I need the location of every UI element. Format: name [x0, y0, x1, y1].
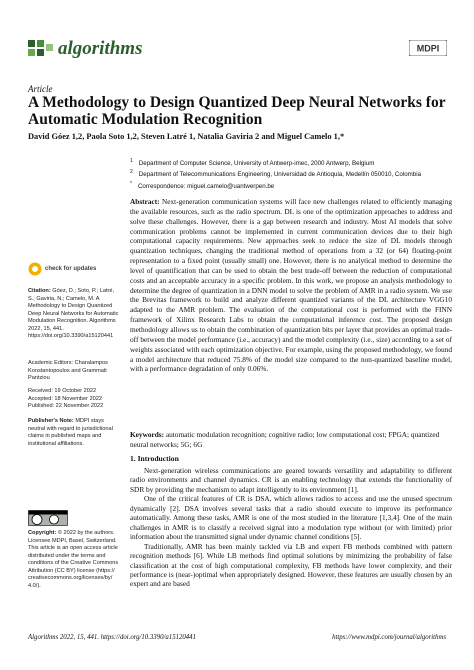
article-type: Article: [28, 84, 53, 94]
abstract: [130, 197, 452, 374]
page-title: A Methodology to Design Quantized Deep Neural Networks for Automatic Modulation Recognition: [28, 94, 446, 128]
citation: Citation: Góez, D.; Soto, P.; Latré, S.; Gaviria, N.; Camelo, M. A Methodology to Design Quantized Deep Neural Networks for Automatic Modulation Recognition. Algorithms 2022, 15, 441. https://doi.org/10.3390/a15120441: [28, 288, 119, 339]
keywords: [130, 430, 452, 450]
affiliation-1: $^1$ Department of Computer Science, University of Antwerp-imec, 2000 Antwerp, Belgium: [130, 158, 375, 168]
correspondence: * Correspondence: miguel.camelo@uantwerpen.be: [130, 180, 275, 190]
mdpi-logo: [409, 40, 447, 56]
authors-text: David Góez 1,2, Paola Soto 1,2, Steven Latré 1, Natalia Gaviria 2 and Miguel Camelo 1,*: [28, 132, 345, 141]
abstract-text: Next-generation communication systems will face new challenges related to efficiently managing the available resources, such as the radio spectrum. DL is one of the optimization approaches to address and solve these challenges. However, there is a gap between research and industry. Most AI models that solve communication problems cannot be implemented in current communication devices due to their high computational capacity requirements. New approaches seek to reduce the size of DL models through quantization techniques, changing the traditional method of operations from a 32 (or 64) floating-point representation to a fixed point (usually small) one. However, there is no analytical method to determine the level of quantification that can be used to obtain the best trade-off between the reduction of computational costs and an acceptable accuracy in a specific problem. In this work, we propose an analysis methodology to determine the degree of quantization in a DNN model to solve the problem of AMR in a radio system. We use the Brevitas framework to build and analyze different quantized variants of the DL architecture VGG10 adapted to the AMR problem. The evaluation of the computational cost is performed with the FINN framework of Xilinx Research Labs to obtain the computational inference cost. The proposed design methodology allows us to obtain the combination of quantization bits per layer that provides an optimal trade-off between the model performance (i.e., accuracy) and the model complexity (i.e., size) according to a set of weights associated with each optimization objective. For example, using the proposed methodology, we found a model architecture that reduced 75.8% of the model size compared to the non-quantized baseline model, with a performance degradation of only 0.06%.: [130, 197, 453, 374]
check-updates-label: check for updates: [45, 266, 97, 272]
journal-logo-icon: [28, 38, 54, 58]
affiliations: [130, 157, 450, 191]
section-title: 1. Introduction: [130, 454, 179, 463]
footer: [28, 634, 446, 641]
affiliation-2: $^2$ Department of Telecommunications Engineering, Universidad de Antioquia, Medellín 050010, Colombia: [130, 169, 422, 179]
keywords-label: Keywords:: [130, 430, 165, 439]
journal-name: algorithms: [58, 38, 143, 59]
academic-editors: Academic Editors: Charalampos Konstantopoulos and Grammati Pantziou: [28, 360, 108, 381]
footer-journal-link[interactable]: https://www.mdpi.com/journal/algorithms: [332, 634, 446, 641]
footer-citation[interactable]: Algorithms 2022, 15, 441. https://doi.org/10.3390/a15120441: [28, 634, 196, 641]
update-icon: [28, 262, 42, 276]
copyright: Copyright: © 2022 by the authors. Licensee MDPI, Basel, Switzerland. This article is an open access article distributed under the terms and conditions of the Creative Commons Attribution (CC BY) license (https:// creativecommons.org/licenses/by/ 4.0/).: [28, 530, 119, 589]
body-text: [130, 466, 452, 589]
paragraph: Traditionally, AMR has been mainly tackled via LB and expert FB methods combined with pattern recognition methods [6]. While LB methods find optimal solutions by minimizing the probability of false classification at the cost of high computational complexity, FB methods have lower complexity, and their performance is (near-)optimal when appropriately designed. However, these features are usually chosen by an expert and are based: [130, 541, 452, 589]
svg-text:MDPI: MDPI: [416, 43, 440, 54]
publisher-note: Publisher's Note: MDPI stays neutral with regard to jurisdictional claims in published maps and institutional affiliations.: [28, 418, 113, 447]
cc-by-license-icon: [28, 510, 68, 526]
paragraph: One of the critical features of CR is DSA, which allows radios to access and use the unused spectrum dynamically [2]. DSA involves several tasks that a radio should execute to improve its performance automatically. Among these tasks, AMR is one of the most studied in the literature [1,3,4]. One of the main challenges in AMR is to classify a received signal into a modulation type without (or with limited) prior information about the transmitted signal under dynamic channel conditions [5].: [130, 494, 452, 542]
paragraph: Next-generation wireless communications are geared towards versatility and adaptability to different radio environments and channel dynamics. CR is an enabling technology that extends the functionality of SDR by providing the mechanism to adapt intelligently to its environment [1].: [130, 466, 452, 494]
check-for-updates-button[interactable]: [28, 262, 96, 276]
keywords-text: automatic modulation recognition; cognitive radio; low computational cost; FPGA; quantized neural networks; 5G; 6G: [130, 430, 440, 449]
dates: Received: 19 October 2022 Accepted: 18 November 2022 Published: 22 November 2022: [28, 388, 104, 409]
authors: [28, 132, 448, 141]
abstract-label: Abstract:: [130, 197, 160, 206]
